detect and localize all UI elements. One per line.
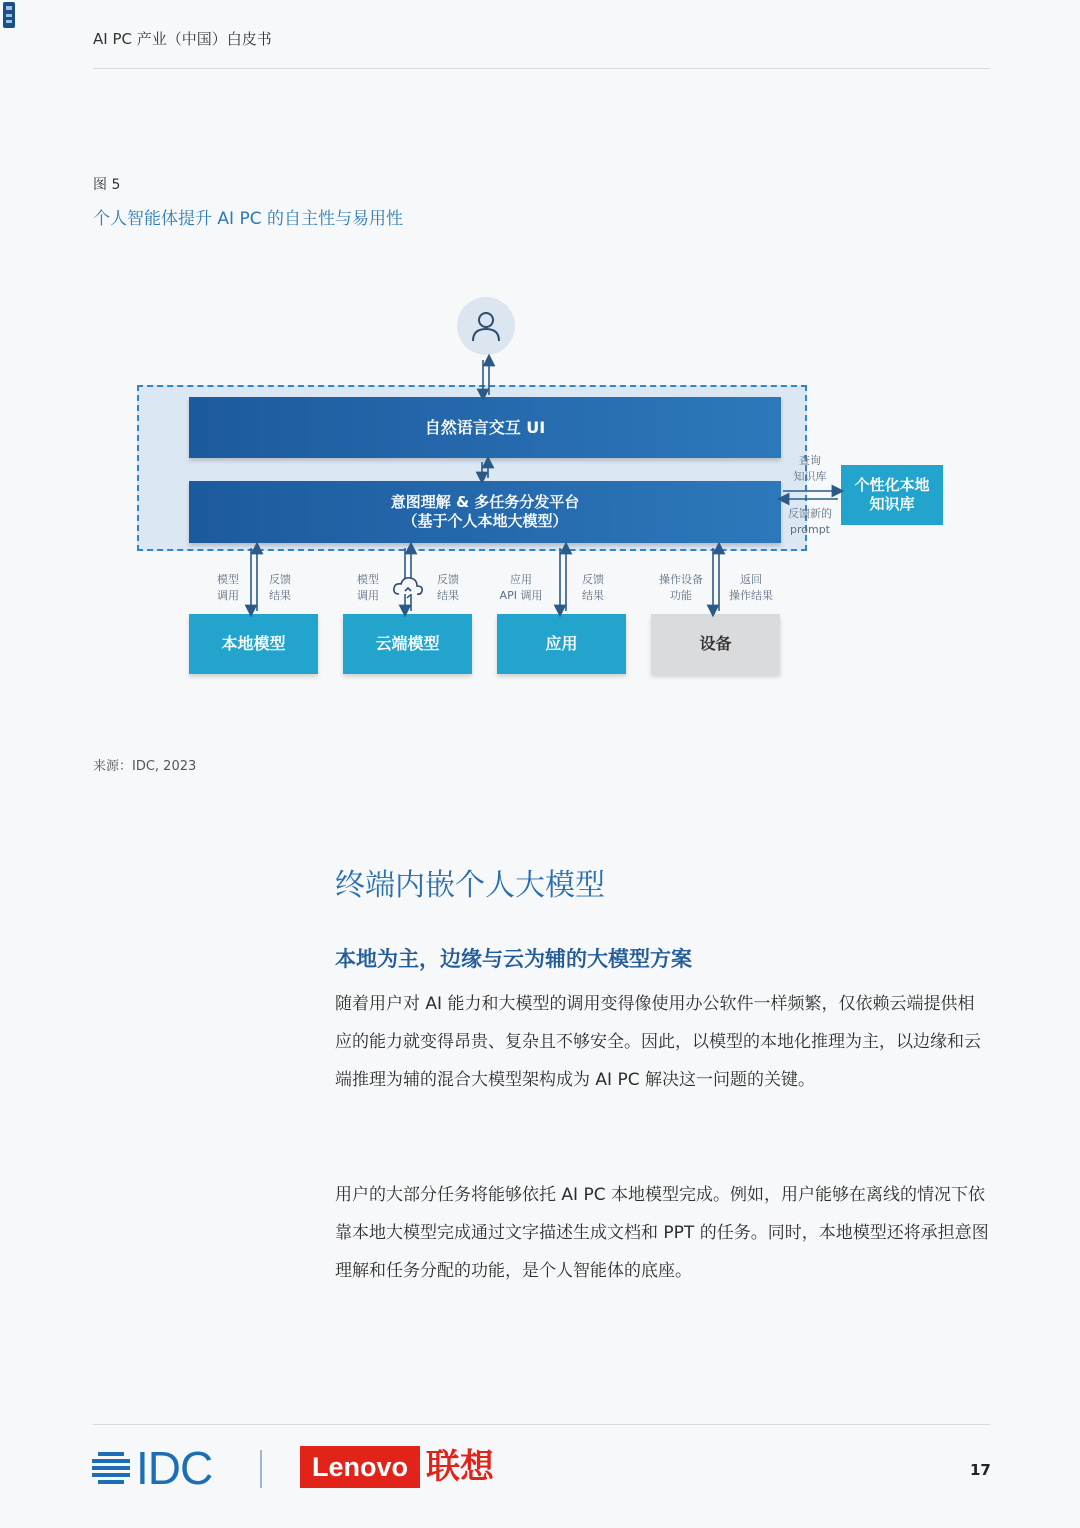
intent-platform-bar bbox=[189, 481, 781, 543]
user-icon bbox=[457, 297, 515, 355]
app-box: 应用 bbox=[497, 614, 626, 674]
local-call-line2: 调用 bbox=[217, 589, 239, 602]
agent-architecture-diagram bbox=[0, 0, 1080, 760]
device-feedback-label bbox=[722, 572, 780, 604]
device-call-label bbox=[650, 572, 712, 604]
local-fb-line2: 结果 bbox=[269, 589, 291, 602]
app-fb-line1: 反馈 bbox=[582, 573, 604, 586]
app-call-line2: API 调用 bbox=[499, 589, 543, 602]
feedback-prompt-label bbox=[782, 506, 838, 538]
local-call-line1: 模型 bbox=[217, 573, 239, 586]
page-number: 17 bbox=[970, 1461, 991, 1479]
local-knowledge-base-box bbox=[841, 465, 943, 525]
app-call-label bbox=[490, 572, 552, 604]
cloud-feedback-label bbox=[428, 572, 468, 604]
cloud-model-box: 云端模型 bbox=[343, 614, 472, 674]
cloud-call-label bbox=[348, 572, 388, 604]
idc-logo-text: IDC bbox=[136, 1442, 213, 1494]
body-paragraph-2: 用户的大部分任务将能够依托 AI PC 本地模型完成。例如，用户能够在离线的情况下依靠本地大模型完成通过文字描述生成文档和 PPT 的任务。同时，本地模型还将承担意图理解和任务分配的功能，是个人智能体的底座。 bbox=[335, 1185, 989, 1281]
dev-fb-line1: 返回 bbox=[740, 573, 762, 586]
local-feedback-label bbox=[260, 572, 300, 604]
idc-stripes-icon bbox=[92, 1448, 130, 1488]
intent-platform-label: 意图理解 & 多任务分发平台 bbox=[390, 493, 580, 511]
kb-label-line1: 个性化本地 bbox=[854, 476, 930, 494]
app-call-line1: 应用 bbox=[510, 573, 532, 586]
cloud-icon bbox=[394, 578, 422, 598]
query-kb-label bbox=[786, 453, 834, 485]
kb-label-line2: 知识库 bbox=[869, 495, 915, 513]
dev-fb-line2: 操作结果 bbox=[729, 589, 773, 602]
app-feedback-label bbox=[573, 572, 613, 604]
section-subheading: 本地为主，边缘与云为辅的大模型方案 bbox=[335, 947, 692, 971]
feedback-prompt-line1: 反馈新的 bbox=[788, 507, 832, 520]
lenovo-cn-logo: 联想 bbox=[426, 1447, 494, 1487]
natural-language-ui-bar: 自然语言交互 UI bbox=[189, 397, 781, 458]
local-fb-line1: 反馈 bbox=[269, 573, 291, 586]
logo-separator bbox=[260, 1450, 262, 1488]
feedback-prompt-line2: prompt bbox=[789, 523, 830, 536]
query-kb-line1: 查询 bbox=[799, 454, 821, 467]
footer-divider bbox=[93, 1424, 990, 1425]
agent-icon bbox=[0, 0, 18, 30]
section-heading: 终端内嵌个人大模型 bbox=[335, 868, 605, 903]
cloud-call-line2: 调用 bbox=[357, 589, 379, 602]
document-header-title: AI PC 产业（中国）白皮书 bbox=[93, 30, 272, 48]
local-call-label bbox=[208, 572, 248, 604]
cloud-fb-line1: 反馈 bbox=[437, 573, 459, 586]
dev-call-line2: 功能 bbox=[670, 589, 692, 602]
figure-number: 图 5 bbox=[93, 177, 121, 193]
query-kb-line2: 知识库 bbox=[793, 470, 827, 483]
cloud-fb-line2: 结果 bbox=[437, 589, 459, 602]
intent-platform-sublabel: （基于个人本地大模型） bbox=[402, 512, 568, 530]
figure-source: 来源：IDC, 2023 bbox=[93, 759, 197, 774]
idc-logo bbox=[92, 1442, 213, 1494]
body-paragraph-1: 随着用户对 AI 能力和大模型的调用变得像使用办公软件一样频繁，仅依赖云端提供相应的能力就变得昂贵、复杂且不够安全。因此，以模型的本地化推理为主，以边缘和云端推理为辅的混合大模型架构成为 AI PC 解决这一问题的关键。 bbox=[335, 994, 981, 1090]
lenovo-logo: Lenovo bbox=[300, 1446, 420, 1488]
dev-call-line1: 操作设备 bbox=[659, 573, 703, 586]
local-model-box: 本地模型 bbox=[189, 614, 318, 674]
device-box: 设备 bbox=[651, 614, 780, 674]
app-fb-line2: 结果 bbox=[582, 589, 604, 602]
cloud-call-line1: 模型 bbox=[357, 573, 379, 586]
user-avatar bbox=[457, 297, 515, 355]
figure-title: 个人智能体提升 AI PC 的自主性与易用性 bbox=[93, 209, 403, 229]
